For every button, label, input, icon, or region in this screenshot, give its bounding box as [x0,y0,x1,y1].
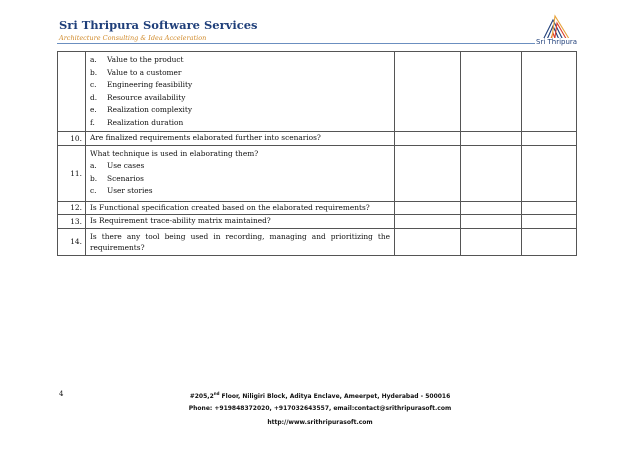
list-item: c. Engineering feasibility [90,80,193,89]
footer-address: #205,2nd Floor, Niligiri Block, Aditya Enclave, Ameerpet, Hyderabad - 500016 [189,391,451,400]
company-tagline: Architecture Consulting & Idea Acceleration [59,34,207,42]
question-text: Is Requirement trace-ability matrix maintained? [90,216,271,225]
logo-text: Sri Thripura [536,38,578,46]
checklist-table [57,51,577,256]
footer-website: http://www.srithripurasoft.com [267,419,373,426]
list-item: a. Value to the product [90,55,184,64]
list-item: b. Scenarios [90,173,144,183]
company-name: Sri Thripura Software Services [59,18,258,32]
page-number: 4 [59,390,64,398]
table-row [58,145,577,201]
question-number: 12. [58,201,86,215]
question-text: Is there any tool being used in recording, managing and prioritizing the requirements? [90,231,390,252]
footer-contact: Phone: +919848372020, +917032643557, email:contact@srithripurasoft.com [188,405,452,412]
question-text: Are finalized requirements elaborated further into scenarios? [90,133,321,142]
list-item: e. Realization complexity [90,105,193,114]
question-text: What technique is used in elaborating them? [90,148,259,158]
list-item: c. User stories [90,186,153,195]
question-number: 14. [58,228,86,255]
header-rule [57,43,577,44]
list-item: a. Use cases [90,161,145,170]
table-row [58,215,577,229]
question-text: Is Functional specification created based on the elaborated requirements? [90,202,370,212]
question-number: 13. [58,215,86,229]
table-row [58,132,577,146]
question-number: 11. [58,145,86,201]
list-item: b. Value to a customer [90,67,182,77]
list-item: f. Realization duration [90,117,184,127]
table-row [58,228,577,255]
question-number: 10. [58,132,86,146]
list-item: d. Resource availability [90,92,186,102]
table-row [58,201,577,215]
table-row [58,52,577,132]
